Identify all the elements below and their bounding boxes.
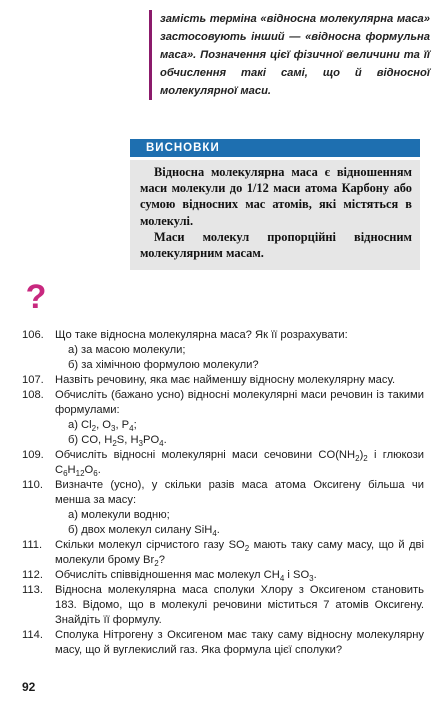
question-text: Обчисліть відносні молекулярні маси сечовини $CO(NH_2)_2$ і глюкози $C_6H_{12}O_6$.	[55, 449, 425, 479]
subscript: 4	[279, 574, 285, 584]
conclusions-text	[140, 164, 412, 261]
question-item	[22, 538, 424, 568]
question-item	[22, 568, 424, 583]
margin-note-text: замість терміна «відносна молекулярна маса» застосовують інший — «відносна формульна маса». Позначення цієї фізичної величини та її обчислення такі самі, що й відносної молекулярної маси.	[160, 13, 430, 97]
subscript: 4	[159, 439, 164, 449]
question-number: 108.	[22, 389, 44, 401]
question-mark-icon	[25, 278, 47, 316]
subscript: 6	[93, 469, 98, 479]
question-subitem: б) за хімічною формулою молекули?	[68, 359, 259, 371]
margin-note	[149, 10, 430, 100]
question-number: 106.	[22, 329, 44, 341]
question-text: Сполука Нітрогену з Оксигеном має таку саму відносну молекулярну масу, що й вуглекислий газ. Яка формула цієї сполуки?	[55, 629, 424, 656]
question-item	[22, 628, 424, 658]
conclusions-title: ВИСНОВКИ	[146, 142, 220, 154]
subscript: 2	[363, 454, 368, 464]
question-item	[22, 388, 424, 418]
question-item	[22, 328, 424, 343]
subscript: 2	[112, 439, 117, 449]
question-item	[22, 448, 424, 478]
question-number: 114.	[22, 629, 43, 641]
question-number: 110.	[22, 479, 43, 491]
question-text: Відносна молекулярна маса сполуки Хлору з Оксигеном становить 183. Відомо, що в молекулі речовини міститься 7 атомів Оксигену. Знайдіть її формулу.	[55, 584, 424, 626]
question-text: Назвіть речовину, яка має найменшу відносну молекулярну масу.	[55, 374, 396, 386]
question-subitem: а) молекули водню;	[68, 509, 170, 521]
question-item	[22, 373, 424, 388]
subscript: 2	[91, 424, 97, 434]
subscript: 3	[138, 439, 143, 449]
questions-list	[22, 328, 424, 658]
question-text: Визначте (усно), у скільки разів маса атома Оксигену більша чи менша за масу:	[55, 479, 424, 506]
question-text: Скільки молекул сірчистого газу $SO_2$ мають таку саму масу, що й дві молекули брому $Br_2$?	[55, 539, 424, 569]
question-subitem: а) за масою молекули;	[68, 344, 186, 356]
question-text: Що таке відносна молекулярна маса? Як її розрахувати:	[55, 329, 348, 341]
subscript: 3	[309, 574, 314, 584]
subscript: 2	[355, 454, 360, 464]
question-subitem: а) $Cl_2$, $O_3$, $P_4$;	[68, 419, 137, 434]
question-text: Обчисліть (бажано усно) відносні молекулярні маси речовин із такими формулами:	[55, 389, 424, 416]
subscript: 4	[129, 424, 134, 434]
question-item	[22, 478, 424, 508]
question-number: 107.	[22, 374, 44, 386]
conclusion-paragraph: Відносна молекулярна маса є відношенням маси молекули до 1/12 маси атома Карбону або сумою відносних мас атомів, які містяться в молекулі.	[140, 165, 412, 228]
question-number: 112.	[22, 569, 43, 581]
question-number: 113.	[22, 584, 43, 596]
question-number: 111.	[22, 539, 43, 551]
subscript: 2	[154, 559, 159, 569]
question-item	[22, 583, 424, 628]
conclusion-paragraph: Маси молекул пропорційні відносним молекулярним масам.	[140, 229, 412, 261]
svg-text:?: ?	[25, 278, 47, 316]
subscript: 2	[244, 544, 250, 554]
question-subitem: б) CO, $H_2S$, $H_3PO_4$.	[68, 434, 167, 449]
page-number: 92	[22, 680, 36, 694]
question-subitem: б) двох молекул силану SiH$_4$.	[68, 524, 220, 539]
subscript: 4	[212, 529, 217, 539]
question-number: 109.	[22, 449, 44, 461]
subscript: 3	[111, 424, 116, 434]
question-text: Обчисліть співвідношення мас молекул $CH_4$ і $SO_3$.	[55, 569, 317, 584]
subscript: 6	[63, 469, 68, 479]
subscript: 12	[75, 469, 85, 479]
